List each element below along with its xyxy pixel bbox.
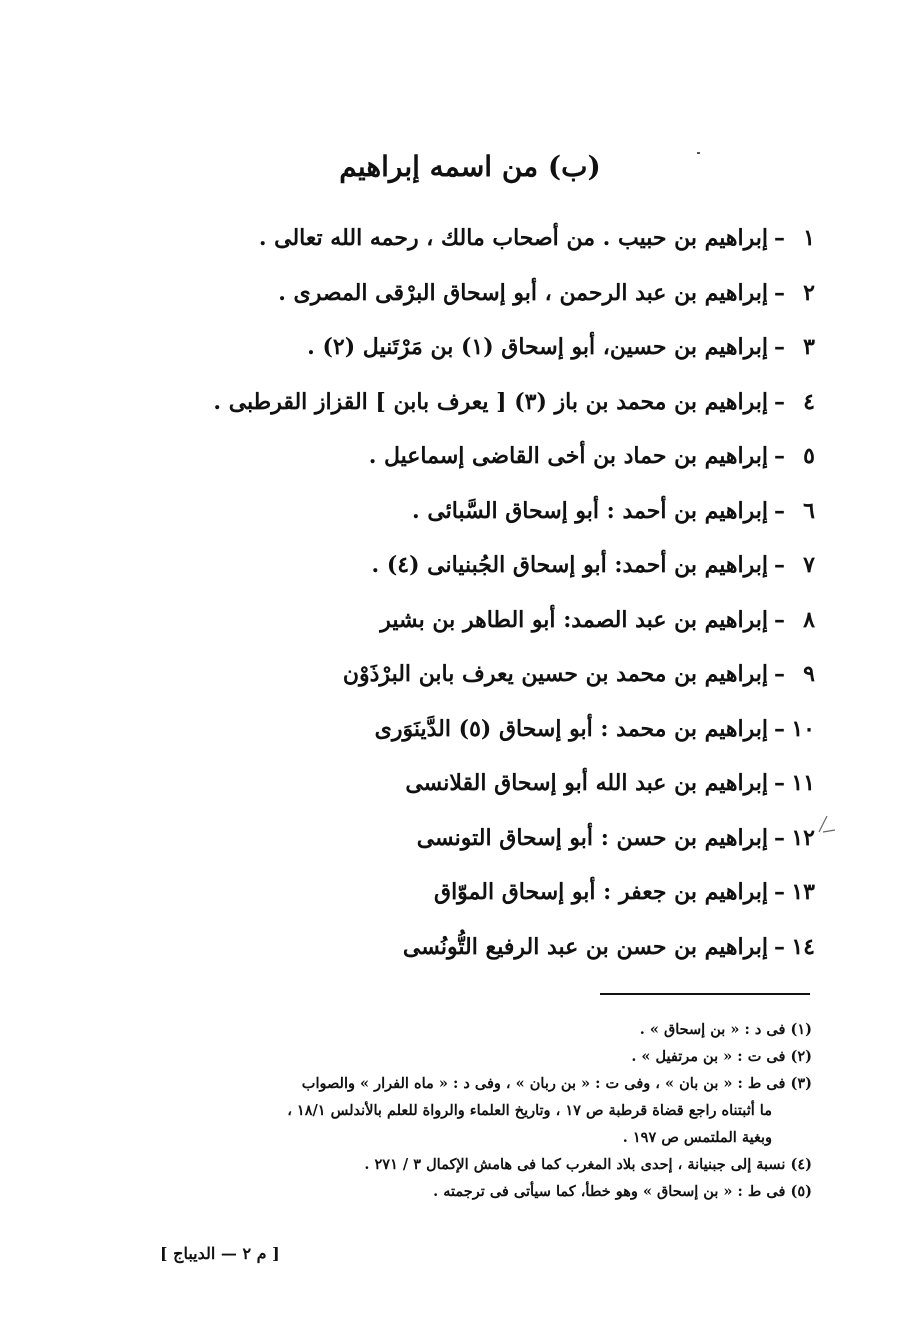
footnote-line: وبغية الملتمس ص ١٩٧ . (622, 1129, 772, 1146)
entry-dash: – (774, 879, 785, 905)
entry-line (195, 273, 815, 328)
entry-text: إبراهيم بن عبد الله أبو إسحاق القلانسى (405, 770, 768, 796)
entry-number: ١١ (791, 770, 815, 796)
margin-pencil-mark (815, 812, 845, 836)
entry-line (195, 818, 815, 873)
entry-number: ٧ (803, 552, 815, 578)
entry-text: إبراهيم بن حسن بن عبد الرفيع التُّونُسى (402, 933, 768, 960)
entry-text: إبراهيم بن عبد الصمد: أبو الطاهر بن بشير (380, 606, 768, 633)
entry-dash: – (774, 933, 785, 960)
entry-dash: – (774, 824, 785, 851)
entry-text: إبراهيم بن محمد بن حسين يعرف بابن البرْذَوْن (342, 661, 768, 687)
entry-number: ٦ (803, 497, 815, 524)
entry-text: إبراهيم بن عبد الرحمن ، أبو إسحاق البرْقى المصرى . (278, 279, 768, 306)
entry-line (195, 763, 815, 818)
entry-line (195, 872, 815, 927)
entry-line (195, 545, 815, 600)
entry-number: ٢ (803, 279, 815, 306)
entry-dash: – (774, 334, 785, 360)
entry-dash: – (774, 497, 785, 524)
entry-text: إبراهيم بن أحمد : أبو إسحاق السَّبائى . (412, 497, 768, 524)
entry-number: ١ (803, 225, 815, 251)
entry-dash: – (774, 715, 785, 742)
page-speck (697, 152, 700, 154)
entry-number: ١٤ (791, 933, 815, 960)
footnote-line: (٣) فى ط : « بن بان » ، وفى ت : « بن ربان » ، وفى د : « ماه الفرار » والصواب (301, 1075, 812, 1092)
page-signature: [ م ٢ — الديباج ] (160, 1244, 280, 1263)
section-heading (0, 150, 910, 183)
footnote-line: (٥) فى ط : « بن إسحاق » وهو خطأ، كما سيأتى فى ترجمته . (433, 1183, 812, 1200)
entry-number: ١٣ (791, 879, 815, 905)
entry-text: إبراهيم بن حماد بن أخى القاضى إسماعيل . (368, 443, 768, 469)
entry-line (195, 709, 815, 764)
entry-text: إبراهيم بن محمد : أبو إسحاق (٥) الدَّينَوَرى (374, 715, 768, 742)
entry-text: إبراهيم بن أحمد: أبو إسحاق الجُبنيانى (٤) . (371, 552, 768, 578)
entry-number: ٤ (803, 388, 815, 415)
entry-dash: – (774, 770, 785, 796)
entry-line (195, 436, 815, 491)
entry-line (195, 382, 815, 437)
entry-text: إبراهيم بن حسين، أبو إسحاق (١) بن مَرْتَنيل (٢) . (307, 334, 768, 360)
entry-line (195, 654, 815, 709)
entry-line (195, 927, 815, 982)
footnote-line: (٢) فى ت : « بن مرتفيل » . (631, 1048, 812, 1065)
entry-line (195, 218, 815, 273)
entry-line (195, 600, 815, 655)
entry-text: إبراهيم بن حبيب . من أصحاب مالك ، رحمه الله تعالى . (258, 225, 768, 251)
footnote-line: (١) فى د : « بن إسحاق » . (639, 1021, 812, 1038)
entry-text: إبراهيم بن حسن : أبو إسحاق التونسى (416, 824, 768, 851)
entry-number: ١٢ (791, 824, 815, 851)
entry-text: إبراهيم بن محمد بن باز (٣) [ يعرف بابن ] القزاز القرطبى . (213, 388, 768, 415)
entry-line (195, 327, 815, 382)
entry-number: ١٠ (791, 715, 815, 742)
entry-number: ٩ (803, 661, 815, 687)
entry-line (195, 491, 815, 546)
entry-dash: – (774, 279, 785, 306)
entry-text: إبراهيم بن جعفر : أبو إسحاق الموّاق (434, 879, 768, 905)
entry-dash: – (774, 225, 785, 251)
section-heading-text: (ب) من اسمه إبراهيم (339, 150, 601, 183)
footnote-separator (600, 993, 810, 995)
entry-number: ٥ (803, 443, 815, 469)
entry-number: ٣ (803, 334, 815, 360)
entries-list (195, 218, 815, 981)
footnotes (142, 1016, 812, 1205)
entry-dash: – (774, 443, 785, 469)
entry-dash: – (774, 661, 785, 687)
footnote-line: (٤) نسبة إلى جبنيانة ، إحدى بلاد المغرب كما فى هامش الإكمال ٣ / ٢٧١ . (364, 1156, 812, 1173)
entry-dash: – (774, 606, 785, 633)
entry-dash: – (774, 388, 785, 415)
entry-number: ٨ (803, 606, 815, 633)
entry-dash: – (774, 552, 785, 578)
footnote-line: ما أثبتناه راجع قضاة قرطبة ص ١٧ ، وتاريخ العلماء والرواة للعلم بالأندلس ١٨/١ ، (287, 1102, 772, 1119)
